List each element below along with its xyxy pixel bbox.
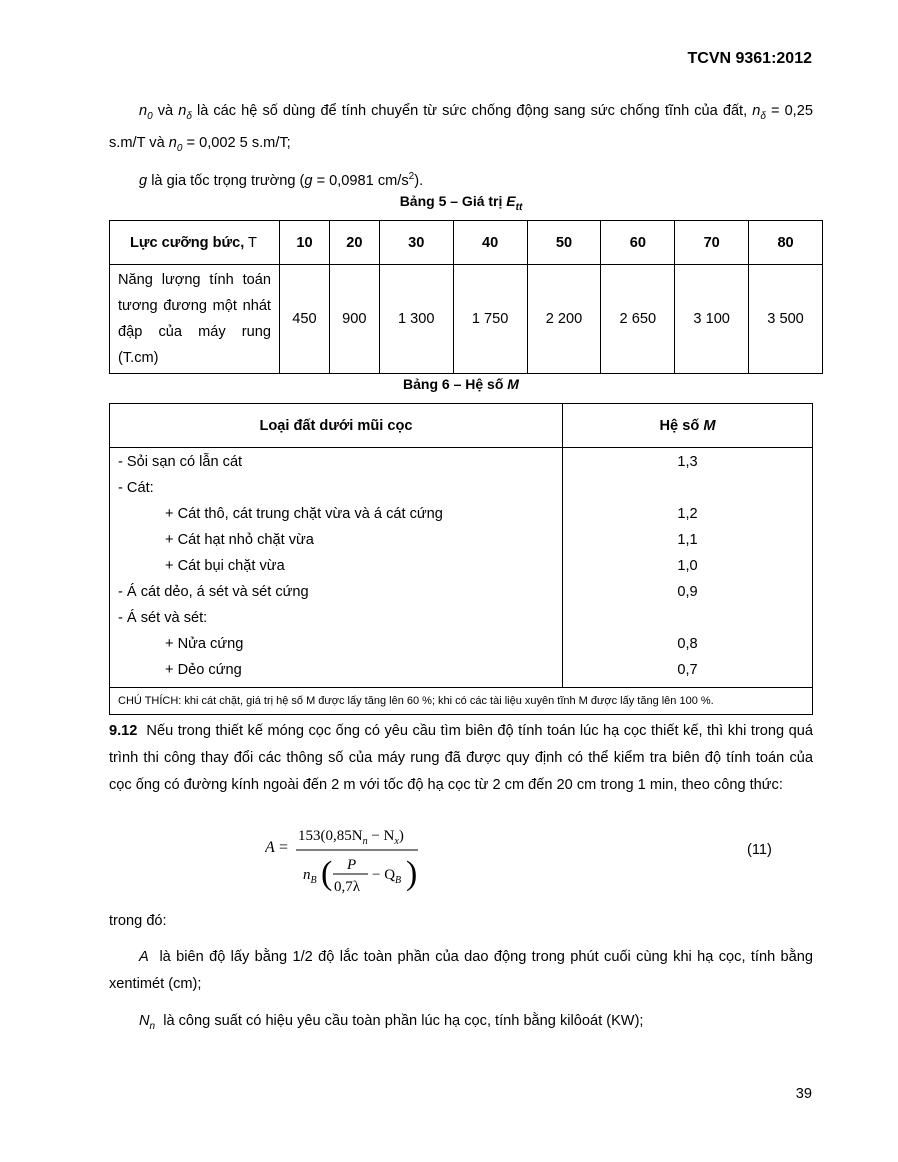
table6-soil-row: + Cát hạt nhỏ chặt vừa bbox=[165, 532, 314, 548]
table6-header-row bbox=[110, 404, 813, 448]
table6-coef-value: 1,2 bbox=[677, 506, 698, 522]
section-9-12 bbox=[109, 718, 813, 799]
table5-force-cell: 50 bbox=[527, 221, 601, 265]
table6-soil-row: - Á cát dẻo, á sét và sét cứng bbox=[118, 584, 309, 600]
table6-soil-row: - Cát: bbox=[118, 480, 154, 496]
table6-body bbox=[110, 448, 813, 688]
table6-coef-value: 0,9 bbox=[677, 584, 698, 600]
formula-right-paren: ) bbox=[406, 855, 418, 892]
table5-energy-row bbox=[110, 265, 823, 374]
table5-energy-cell: 900 bbox=[329, 265, 379, 374]
table6-soil-row: + Dẻo cứng bbox=[165, 662, 242, 678]
table6-coef-header: Hệ số M bbox=[563, 404, 813, 448]
table5-force-label: Lực cưỡng bức, T bbox=[110, 221, 280, 265]
table6-soil-row: + Cát bụi chặt vừa bbox=[165, 558, 285, 574]
table6-coef-value: 1,1 bbox=[677, 532, 698, 548]
formula-equals: = bbox=[279, 839, 289, 856]
where-n-definition: $N_n$ là công suất có hiệu yêu cầu toàn phần lúc hạ cọc, tính bằng kilôoát (KW); bbox=[139, 1013, 644, 1032]
table5-force-cell: 60 bbox=[601, 221, 675, 265]
table5-force-cell: 70 bbox=[675, 221, 749, 265]
table5-energy-cell: 450 bbox=[280, 265, 330, 374]
table6-coef-value: 1,0 bbox=[677, 558, 698, 574]
table5-energy-label: Năng lượng tính toán tương đương một nhát đập của máy rung (T.cm) bbox=[110, 265, 280, 374]
formula-lhs: A bbox=[265, 839, 275, 856]
table6-soil-row: + Nửa cứng bbox=[165, 636, 244, 652]
n-coefficient-definition: $n_0$ và $n_\delta$ là các hệ số dùng để tính chuyển từ sức chống động sang sức chống tĩnh của đất, $n_\delta = 0,25$ s.m/T và $n_0 = 0,002$ 5 s.m/T; bbox=[109, 103, 813, 154]
standard-code: TCVN 9361:2012 bbox=[687, 50, 812, 67]
table6-coef-value: 0,8 bbox=[677, 636, 698, 652]
formula-graphic bbox=[265, 822, 440, 900]
formula-numerator: $153(0,85N_n - N_x)$ bbox=[298, 828, 404, 847]
section-text: Nếu trong thiết kế móng cọc ống có yêu cầu tìm biên độ tính toán lúc hạ cọc thiết kế, thì khi trong quá trình thi công thay đổi các thông số của máy rung đã được quy định có thể kiểm tra biên độ tính toán của cọc ống có đường kính ngoài đến 2 m với tốc độ hạ cọc từ 2 cm đến 20 cm trong 1 min, theo công thức: bbox=[109, 723, 814, 793]
table5-force-cell: 20 bbox=[329, 221, 379, 265]
table5-caption: Bảng 5 – Giá trị $E_{tt}$ bbox=[399, 193, 523, 213]
table6-soil-row: + Cát thô, cát trung chặt vừa và á cát cứng bbox=[165, 506, 443, 522]
formula-nb: $n_B$ bbox=[303, 867, 317, 886]
formula-number: (11) bbox=[747, 842, 772, 858]
table6-coef-value bbox=[563, 605, 812, 631]
table5-force-cell: 40 bbox=[453, 221, 527, 265]
table6-note-row bbox=[110, 688, 813, 715]
table5-energy-cell: 1 300 bbox=[379, 265, 453, 374]
formula-minus-q: − $Q_B$ bbox=[372, 867, 402, 886]
table5-energy-cell: 2 200 bbox=[527, 265, 601, 374]
formula-p: P bbox=[347, 857, 357, 873]
table5-force-cell: 30 bbox=[379, 221, 453, 265]
table6-note: CHÚ THÍCH: khi cát chặt, giá trị hệ số M được lấy tăng lên 60 %; khi có các tài liệu xuyên tĩnh M được lấy tăng lên 100 %. bbox=[110, 688, 813, 715]
table5-force-cell: 80 bbox=[749, 221, 823, 265]
table6-coef-value bbox=[563, 475, 812, 501]
table6-soil-column bbox=[110, 448, 563, 688]
table6-coef-column bbox=[563, 448, 813, 688]
table5-force-row bbox=[110, 221, 823, 265]
where-label: trong đó: bbox=[109, 913, 167, 929]
table6-caption: Bảng 6 – Hệ số M bbox=[403, 376, 519, 392]
table5-energy-cell: 3 100 bbox=[675, 265, 749, 374]
table5-energy-cell: 3 500 bbox=[749, 265, 823, 374]
formula-11 bbox=[265, 822, 440, 905]
table6-coef-value: 1,3 bbox=[677, 454, 698, 470]
table6-soil-row: - Á sét và sét: bbox=[118, 610, 208, 626]
table6-soil-header: Loại đất dưới mũi cọc bbox=[110, 404, 563, 448]
table5-energy-cell: 2 650 bbox=[601, 265, 675, 374]
formula-lambda: 0,7λ bbox=[334, 879, 361, 895]
table6-soil-row: - Sỏi sạn có lẫn cát bbox=[118, 454, 243, 470]
table5 bbox=[109, 220, 823, 374]
g-definition: g là gia tốc trọng trường (g = 0,0981 $cm/s^2$). bbox=[139, 171, 424, 189]
formula-left-paren: ( bbox=[321, 855, 333, 892]
table6-coef-value: 0,7 bbox=[677, 662, 698, 678]
section-number: 9.12 bbox=[109, 723, 138, 739]
page-number: 39 bbox=[795, 1086, 812, 1102]
table5-force-cell: 10 bbox=[280, 221, 330, 265]
table6 bbox=[109, 403, 813, 715]
where-a-definition: A là biên độ lấy bằng 1/2 độ lắc toàn phần của dao động trong phút cuối cùng khi hạ cọc, tính bằng xentimét (cm); bbox=[109, 949, 813, 992]
table5-energy-cell: 1 750 bbox=[453, 265, 527, 374]
